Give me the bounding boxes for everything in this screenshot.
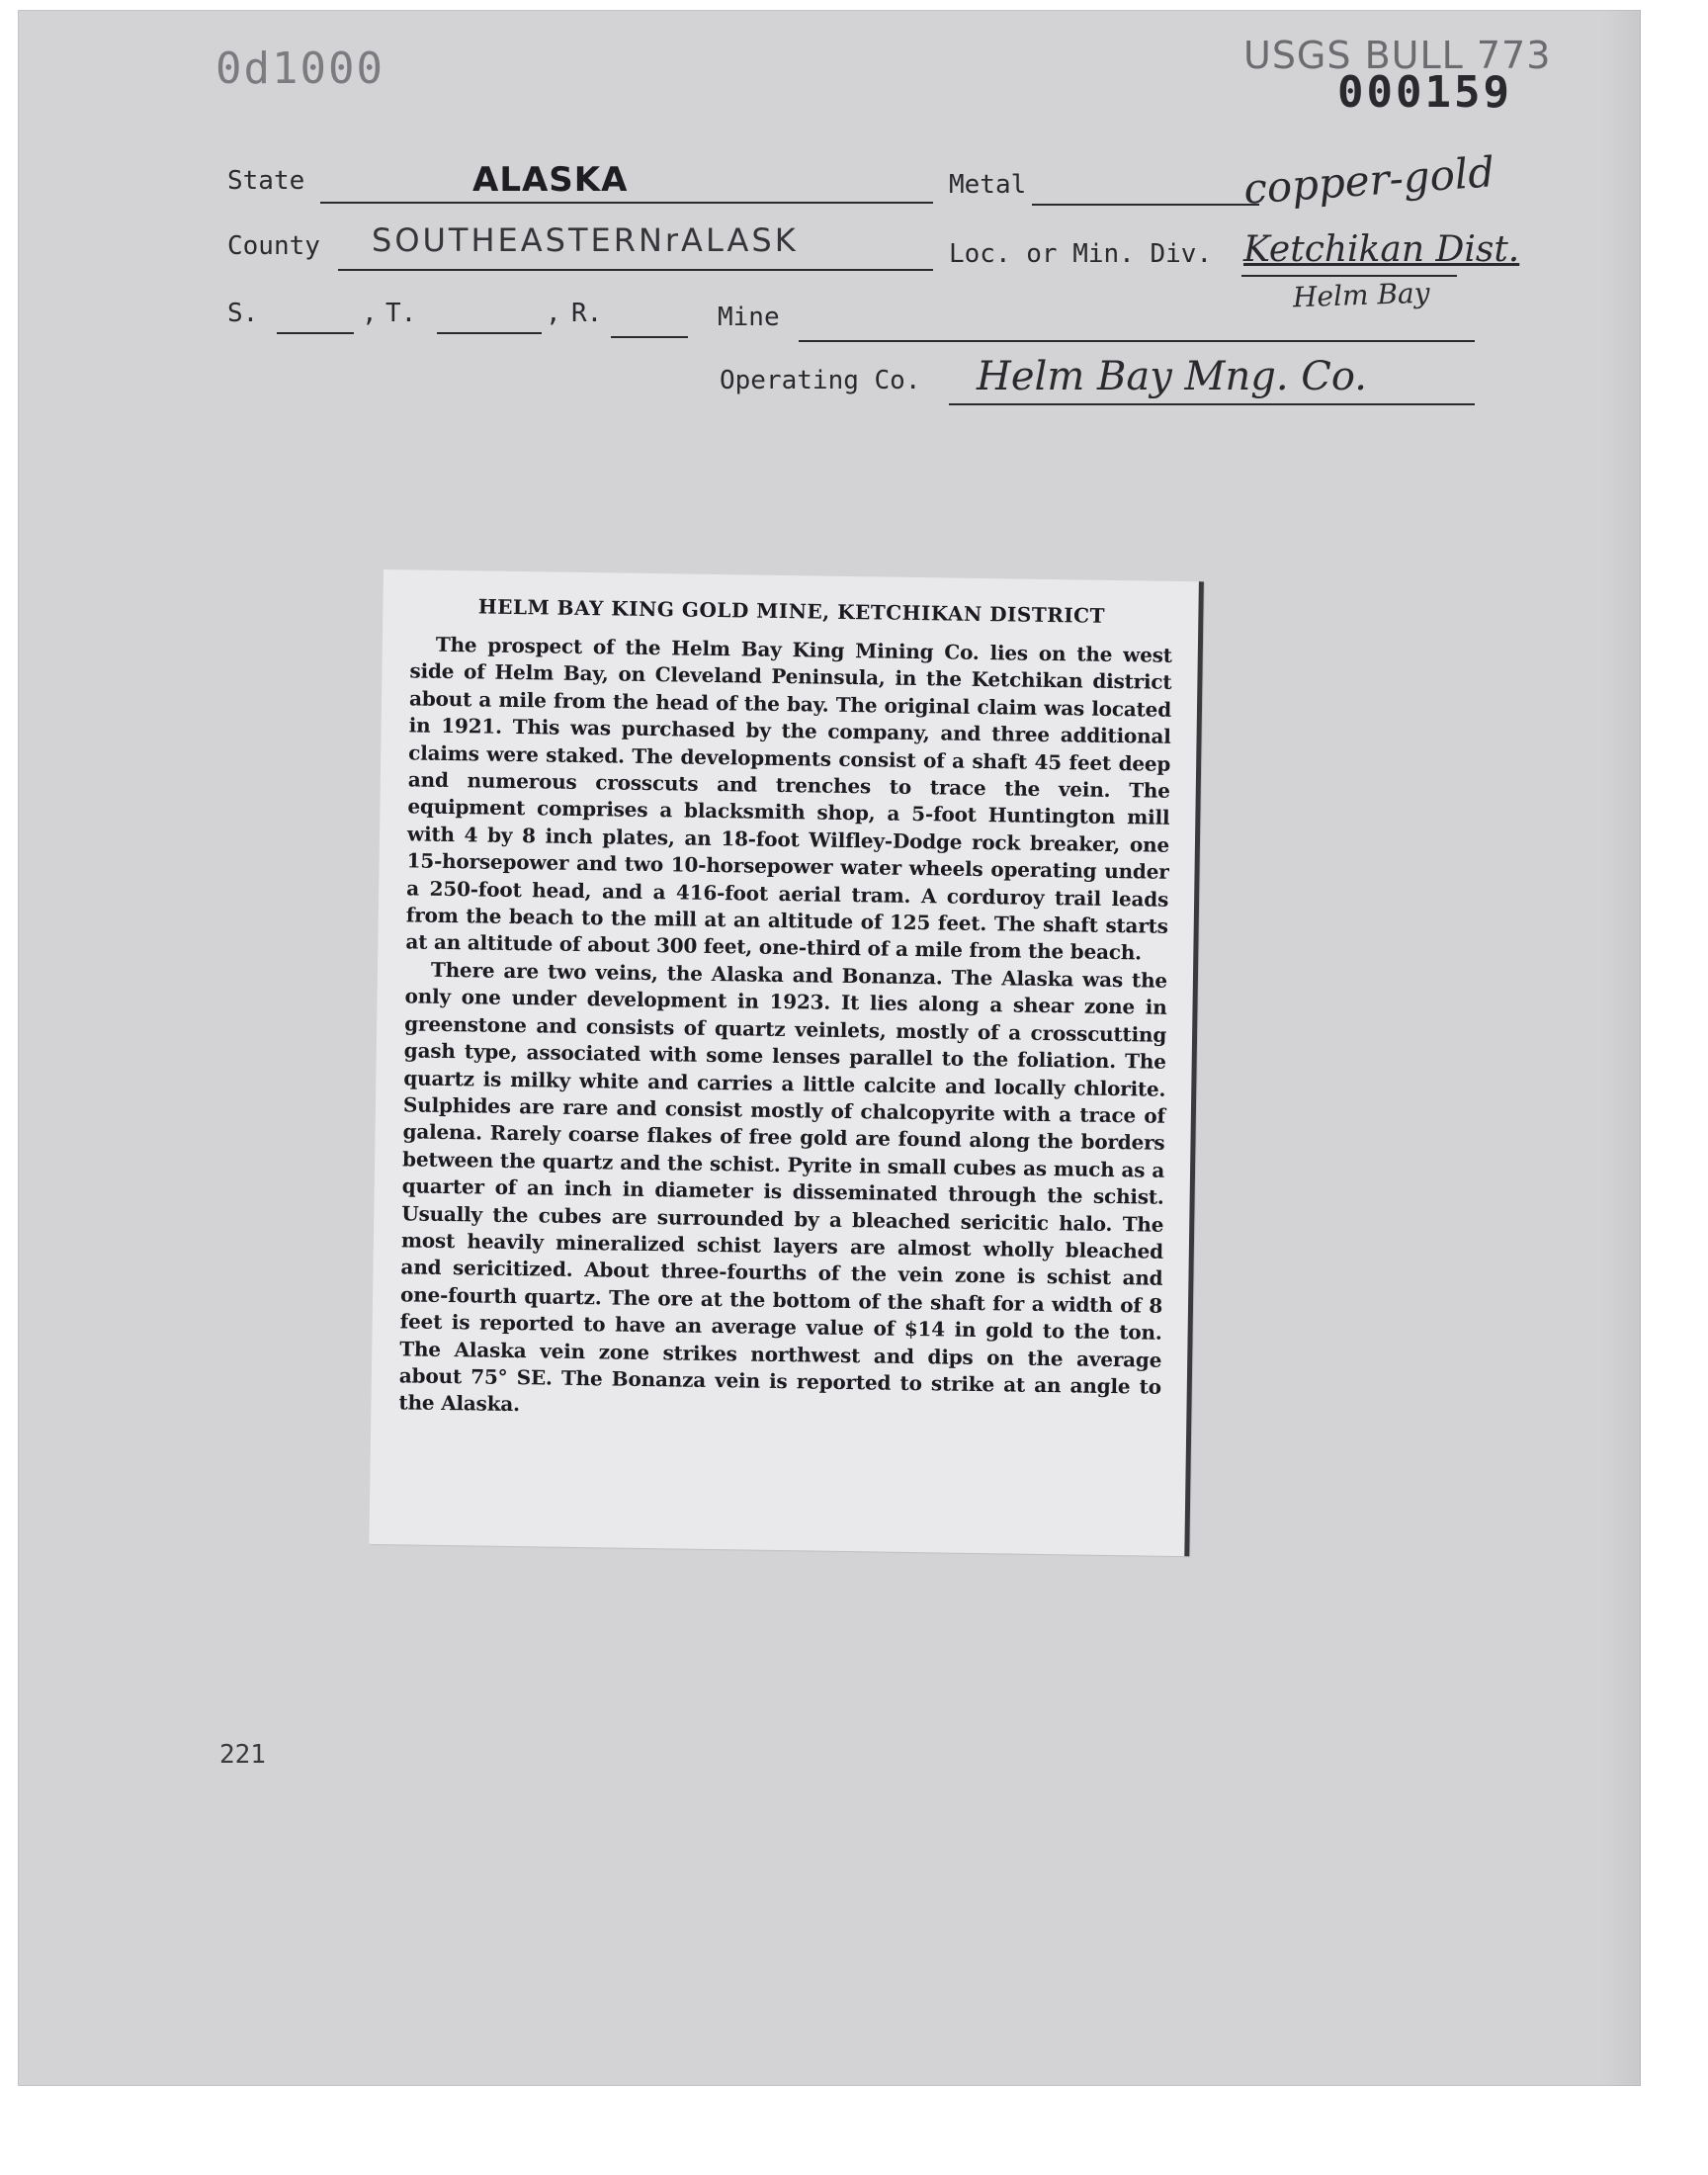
county-value: SOUTHEASTERNrALASK — [372, 221, 799, 259]
mine-label: Mine — [718, 303, 780, 332]
metal-value: copper-gold — [1241, 147, 1496, 214]
state-value: ALASKA — [472, 160, 629, 200]
county-line — [338, 269, 933, 271]
county-label: County — [227, 231, 320, 261]
loc-value-secondary: Helm Bay — [1292, 276, 1431, 314]
state-line — [320, 202, 933, 204]
state-label: State — [227, 166, 305, 196]
section-label: S. — [227, 299, 259, 328]
clipping-paragraph: There are two veins, the Alaska and Bonanza. The Alaska was the only one under development in 1923. It lies along a shear zone in greenstone and consists of quartz veinlets, mostly of a crosscutting gash type, associated with some lenses parallel to the foliation. The quartz is milky white and carries a little calcite and locally chlorite. Sulphides are rare and consist mostly of chalcopyrite with a trace of galena. Rarely coarse flakes of free gold are found along the borders between the quartz and the schist. Pyrite in small cubes as much as a quarter of an inch in diameter is disseminated through the schist. Usually the cubes are surrounded by a bleached sericitic halo. The most heavily mineralized schist layers are almost wholly bleached and sericitized. About three-fourths of the vein zone is schist and one-fourth quartz. The ore at the bottom of the shaft for a width of 8 feet is reported to have an average value of $14 in gold to the ton. The Alaska vein zone strikes northwest and dips on the average about 75° SE. The Bonanza vein is reported to strike at an angle to the Alaska. — [398, 957, 1168, 1417]
clipping-title: HELM BAY KING GOLD MINE, KETCHIKAN DISTRICT — [477, 594, 1106, 628]
record-number-stamp: 000159 — [1337, 67, 1512, 118]
page-number: 221 — [219, 1740, 266, 1770]
serial-stamp: 0d1000 — [215, 44, 384, 94]
metal-line — [1032, 204, 1259, 206]
clipping-paragraph: The prospect of the Helm Bay King Mining Co. lies on the west side of Helm Bay, on Cleveland Peninsula, in the Ketchikan district about a mile from the head of the bay. The original claim was located in 1921. This was purchased by the company, and three additional claims were staked. The developments consist of a shaft 45 feet deep and numerous crosscuts and trenches to trace the vein. The equipment comprises a blacksmith shop, a 5-foot Huntington mill with 4 by 8 inch plates, an 18-foot Wilfley-Dodge rock breaker, one 15-horsepower and two 10-horsepower water wheels operating under a 250-foot head, and a 416-foot aerial tram. A corduroy trail leads from the beach to the mill at an altitude of 125 feet. The shaft starts at an altitude of about 300 feet, one-third of a mile from the beach. — [405, 632, 1172, 965]
township-label: T. — [385, 299, 417, 328]
operating-value: Helm Bay Mng. Co. — [977, 354, 1367, 399]
township-line — [437, 332, 542, 334]
record-card: 0d1000 USGS BULL 773 000159 State ALASKA Metal copper-gold County SOUTHEASTERNrALASK Loc. or Min. Div. Ketchikan Dist. Helm Bay S. , T. , R. Mine Operating Co. Helm Bay Mng. Co. HELM BAY KING GOLD MINE, KETCHIKAN DISTRICT The prospect of the Helm Bay King Mining Co. lies on the west side of Helm Bay, on Cleveland Peninsula, in the Ketchikan district about a mile from the head of the bay. The original claim was located in 1921. This was purchased by the company, and three additional claims were staked. The developments consist of a shaft 45 feet deep and numerous crosscuts and trenches to trace the vein. The equipment comprises a blacksmith shop, a 5-foot Huntington mill with 4 by 8 inch plates, an 18-foot Wilfley-Dodge rock breaker, one 15-horsepower and two 10-horsepower water wheels operating under a 250-foot head, and a 416-foot aerial tram. A corduroy trail leads from the beach to the mill at an altitude of 125 feet. The shaft starts at an altitude of about 300 feet, one-third of a mile from the beach. There are two veins, the Alaska and Bonanza. The Alaska was the only one under development in 1923. It lies along a shear zone in greenstone and consists of quartz veinlets, mostly of a crosscutting gash type, associated with some lenses parallel to the foliation. The quartz is milky white and carries a little calcite and locally chlorite. Sulphides are rare and consist mostly of chalcopyrite with a trace of galena. Rarely coarse flakes of free gold are found along the borders between the quartz and the schist. Pyrite in small cubes as much as a quarter of an inch in diameter is disseminated through the schist. Usually the cubes are surrounded by a bleached sericitic halo. The most heavily mineralized schist layers are almost wholly bleached and sericitized. About three-fourths of the vein zone is schist and one-fourth quartz. The ore at the bottom of the shaft for a width of 8 feet is reported to have an average value of $14 in gold to the ton. The Alaska vein zone strikes northwest and dips on the average about 75° SE. The Bonanza vein is reported to strike at an angle to the Alaska. 221 — [18, 10, 1641, 2086]
metal-label: Metal — [949, 170, 1027, 200]
reference-stamp: USGS BULL 773 — [1243, 34, 1552, 77]
loc-value: Ketchikan Dist. — [1243, 229, 1520, 270]
range-label: R. — [571, 299, 603, 328]
loc-label: Loc. or Min. Div. — [949, 239, 1213, 269]
operating-line — [949, 403, 1475, 405]
scan-shade — [1601, 10, 1641, 2086]
range-line — [611, 336, 688, 338]
report-clipping — [369, 569, 1204, 1556]
section-line — [277, 332, 354, 334]
operating-label: Operating Co. — [720, 366, 921, 395]
mine-line — [799, 340, 1475, 342]
